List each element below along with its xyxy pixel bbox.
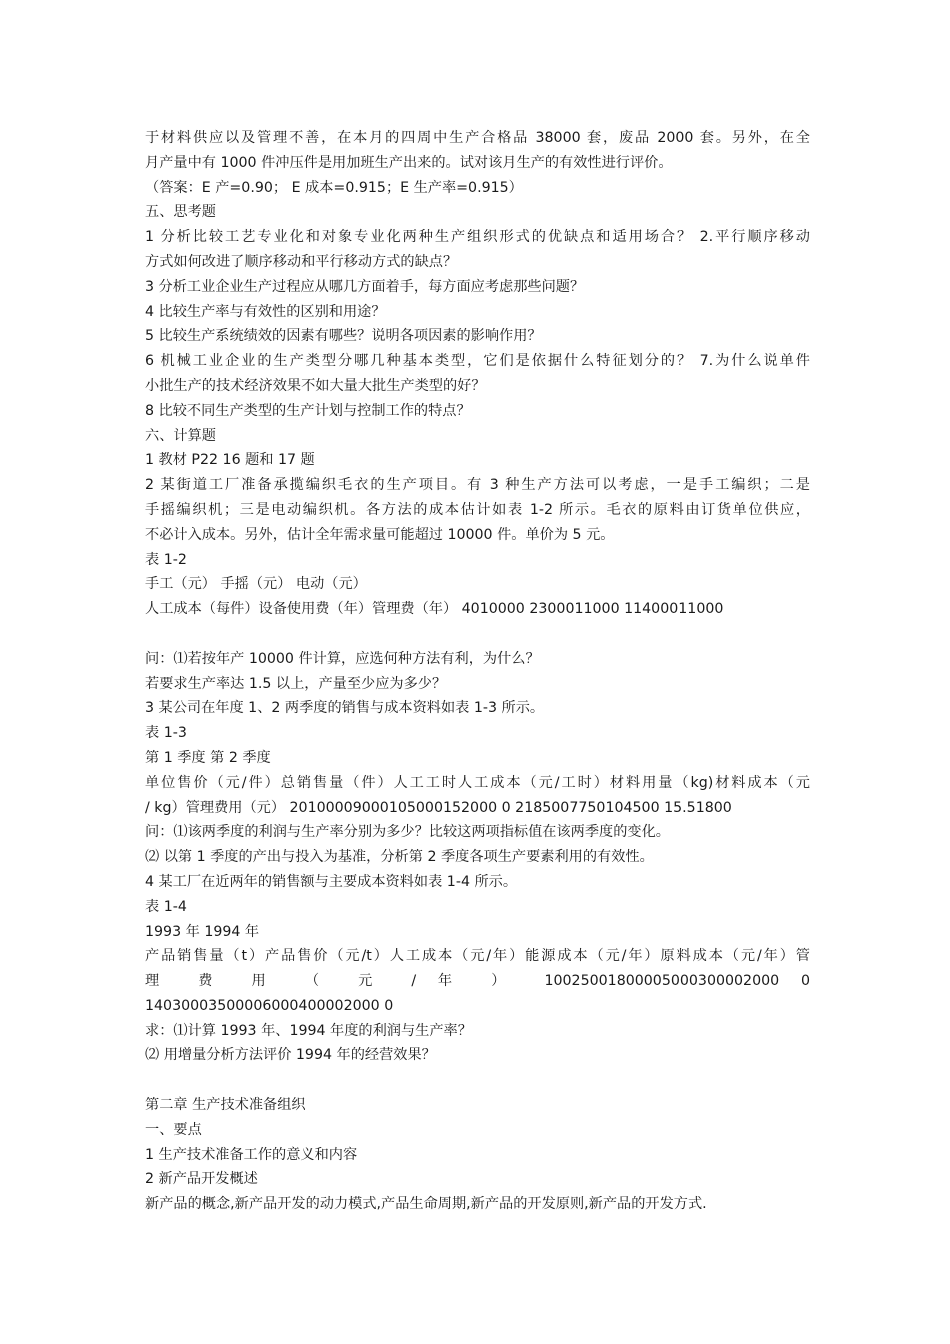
table-1-2-header: 手工（元） 手摇（元） 电动（元） [145,576,367,593]
table-1-2-body: 人工成本（每件）设备使用费（年）管理费（年） 4010000 2300011000 11400011000 [145,601,724,618]
key-point-2: 2 新产品开发概述 [145,1171,258,1188]
text-line-2: 月产量中有 1000 件冲压件是用加班生产出来的。试对该月生产的有效性进行评价。 [145,154,673,171]
blank-line [145,1068,810,1093]
table-1-3-body-line-1: 单位售价（元/件）总销售量（件）人工工时人工成本（元/工时）材料用量（kg)材料成本（元 [145,774,810,791]
table-1-4-caption: 表 1-4 [145,898,187,915]
calc-2-line-3: 不必计入成本。另外，估计全年需求量可能超过 10000 件。单价为 5 元。 [145,526,615,543]
question-5: 5 比较生产系统绩效的因素有哪些？说明各项因素的影响作用？ [145,328,542,345]
calc-3: 3 某公司在年度 1、2 两季度的销售与成本资料如表 1-3 所示。 [145,700,545,717]
question-1-line-2: 方式如何改进了顺序移动和平行移动方式的缺点？ [145,253,458,270]
question-4: 4 比较生产率与有效性的区别和用途？ [145,303,386,320]
text-line-1: 于材料供应以及管理不善，在本月的四周中生产合格品 38000 套，废品 2000 套。另外，在全 [145,130,810,146]
table-1-4-body-line-3: 14030003500006000400002000 0 [145,997,394,1014]
calc-4-question-1: 求：⑴计算 1993 年、1994 年度的利润与生产率？ [145,1022,472,1039]
table-1-3-header: 第 1 季度 第 2 季度 [145,749,271,766]
key-points-heading: 一、要点 [145,1121,202,1138]
table-1-4-body-line-1: 产品销售量（t）产品售价（元/t）人工成本（元/年）能源成本（元/年）原料成本（元/年）管 [145,948,810,965]
table-1-3-caption: 表 1-3 [145,725,187,742]
document-page [145,126,810,1217]
calc-3-question-1: 问：⑴该两季度的利润与生产率分别为多少？比较这两项指标值在该两季度的变化。 [145,824,670,841]
table-1-4-body-line-2: 理 费 用 （ 元 / 年 ） 10025001800005000300002000 0 [145,973,810,990]
calc-2-question-1: 问：⑴若按年产 10000 件计算，应选何种方法有利，为什么？ [145,650,540,667]
key-point-2-detail: 新产品的概念,新产品开发的动力模式,产品生命周期,新产品的开发原则,新产品的开发方式. [145,1196,707,1213]
table-1-2-caption: 表 1-2 [145,551,187,568]
calc-1: 1 教材 P22 16 题和 17 题 [145,452,315,469]
question-6-line-1: 6 机械工业企业的生产类型分哪几种基本类型，它们是依据什么特征划分的？ 7.为什么说单件 [145,353,810,370]
question-1-line-1: 1 分析比较工艺专业化和对象专业化两种生产组织形式的优缺点和适用场合？ 2.平行顺序移动 [145,229,810,246]
question-3: 3 分析工业企业生产过程应从哪几方面着手，每方面应考虑那些问题？ [145,278,585,295]
section-heading-calculation: 六、计算题 [145,427,216,444]
blank-line [145,622,810,647]
table-1-4-header: 1993 年 1994 年 [145,923,260,940]
key-point-1: 1 生产技术准备工作的意义和内容 [145,1146,358,1163]
question-8: 8 比较不同生产类型的生产计划与控制工作的特点？ [145,402,471,419]
answer-line: （答案：E 产=0.90； E 成本=0.915；E 生产率=0.915） [145,179,523,196]
calc-4: 4 某工厂在近两年的销售额与主要成本资料如表 1-4 所示。 [145,873,518,890]
table-1-3-body-line-2: / kg）管理费用（元） 20100009000105000152000 0 2185007750104500 15.51800 [145,799,732,816]
calc-2-question-2: 若要求生产率达 1.5 以上，产量至少应为多少？ [145,675,447,692]
question-6-line-2: 小批生产的技术经济效果不如大量大批生产类型的好？ [145,377,486,394]
calc-2-line-2: 手摇编织机；三是电动编织机。各方法的成本估计如表 1-2 所示。毛衣的原料由订货单位供应， [145,501,810,518]
section-heading-thinking: 五、思考题 [145,204,216,221]
calc-4-question-2: ⑵ 用增量分析方法评价 1994 年的经营效果？ [145,1047,436,1064]
calc-2-line-1: 2 某街道工厂准备承揽编织毛衣的生产项目。有 3 种生产方法可以考虑，一是手工编织；二是 [145,477,810,494]
chapter-2-title: 第二章 生产技术准备组织 [145,1097,306,1114]
calc-3-question-2: ⑵ 以第 1 季度的产出与投入为基准，分析第 2 季度各项生产要素利用的有效性。 [145,849,654,866]
